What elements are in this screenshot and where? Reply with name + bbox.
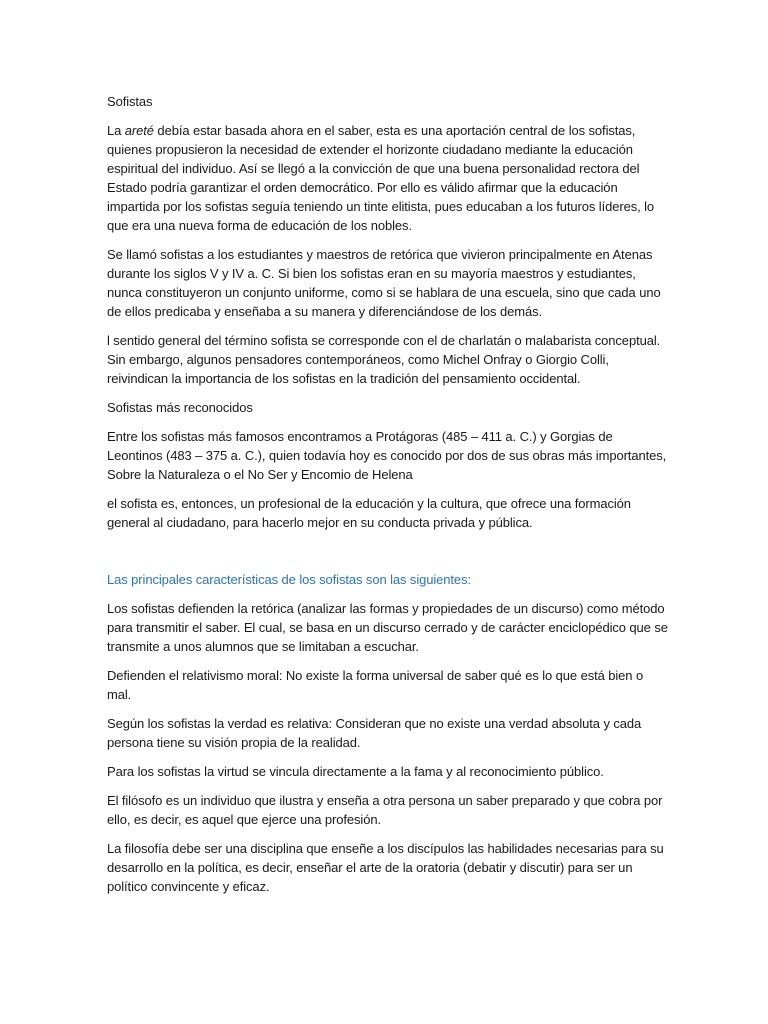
document-title: Sofistas (107, 94, 153, 109)
characteristic-paragraph: Los sofistas defienden la retórica (analizar las formas y propiedades de un discurso) como método para transmitir el saber. El cual, se basa en un discurso cerrado y de carácter enciclopédico que se transmite a unos alumnos que se limitaban a escuchar. (107, 601, 668, 654)
section-subtitle: Sofistas más reconocidos (107, 400, 253, 415)
characteristic-paragraph: El filósofo es un individuo que ilustra y enseña a otra persona un saber preparado y que cobra por ello, es decir, es aquel que ejerce una profesión. (107, 793, 663, 827)
characteristic-paragraph: Según los sofistas la verdad es relativa: Consideran que no existe una verdad absoluta y cada persona tiene su visión propia de la realidad. (107, 716, 642, 750)
paragraph-arete-pre: La (107, 123, 125, 138)
characteristics-heading: Las principales características de los sofistas son las siguientes: (107, 572, 471, 587)
paragraph-arete-post: debía estar basada ahora en el saber, esta es una aportación central de los sofistas, quienes propusieron la necesidad de extender el horizonte ciudadano mediante la educación espiritual del individuo. Así se llegó a la convicción de que una buena personalidad rectora del Estado podría garantizar el orden democrático. Por ello es válido afirmar que la educación impartida por los sofistas seguía teniendo un tinte elitista, pues educaban a los futuros líderes, lo que era una nueva forma de educación de los nobles. (107, 123, 655, 233)
paragraph-arete (107, 121, 668, 235)
characteristic-paragraph: Para los sofistas la virtud se vincula directamente a la fama y al reconocimiento público. (107, 764, 604, 779)
paragraph-sophist-summary: el sofista es, entonces, un profesional de la educación y la cultura, que ofrece una formación general al ciudadano, para hacerlo mejor en su conducta privada y pública. (107, 496, 631, 530)
paragraph-famous-sophists: Entre los sofistas más famosos encontramos a Protágoras (485 – 411 a. C.) y Gorgias de Leontinos (483 – 375 a. C.), quien todavía hoy es conocido por dos de sus obras más importantes, Sobre la Naturaleza o el No Ser y Encomio de Helena (107, 429, 667, 482)
characteristic-paragraph: La filosofía debe ser una disciplina que enseñe a los discípulos las habilidades necesarias para su desarrollo en la política, es decir, enseñar el arte de la oratoria (debatir y discutir) para ser un político convincente y eficaz. (107, 841, 664, 894)
arete-italic: areté (124, 123, 154, 138)
characteristic-paragraph: Defienden el relativismo moral: No existe la forma universal de saber qué es lo que está bien o mal. (107, 668, 644, 702)
paragraph-general-sense: l sentido general del término sofista se corresponde con el de charlatán o malabarista conceptual. Sin embargo, algunos pensadores contemporáneos, como Michel Onfray o Giorgio Colli, reivindican la importancia de los sofistas en la tradición del pensamiento occidental. (107, 333, 661, 386)
paragraph-definition: Se llamó sofistas a los estudiantes y maestros de retórica que vivieron principalmente en Atenas durante los siglos V y IV a. C. Si bien los sofistas eran en su mayoría maestros y estudiantes, nunca constituyeron un conjunto uniforme, como si se hablara de una escuela, sino que cada uno de ellos predicaba y enseñaba a su manera y diferenciándose de los demás. (107, 247, 661, 319)
